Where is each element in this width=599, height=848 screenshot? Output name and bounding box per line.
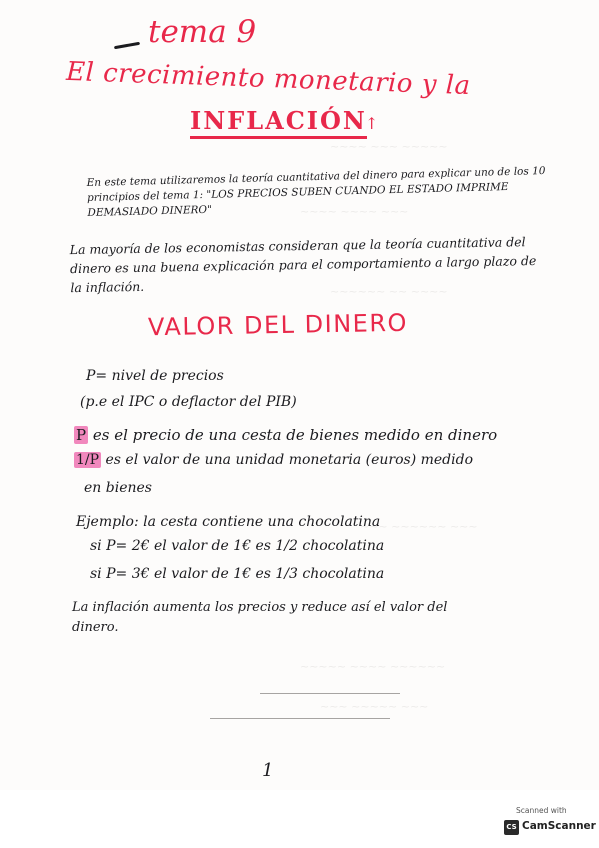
definition-p: P= nivel de precios	[86, 368, 224, 384]
bleed-through-text: ~~~~ ~~~~ ~~~	[300, 205, 409, 218]
p-meaning-text: es el precio de una cesta de bienes medido en dinero	[92, 426, 498, 444]
bleed-through-text: ~~~ ~~~~~ ~~~	[320, 700, 429, 713]
intro-paragraph-2: La mayoría de los economistas consideran que la teoría cuantitativa del dinero es una buena explicación para el comportamiento a largo plazo de la inflación.	[69, 234, 537, 296]
up-arrow-icon: ↑	[365, 114, 379, 133]
definition-example: (p.e el IPC o deflactor del PIB)	[80, 394, 297, 410]
camscanner-watermark	[504, 806, 596, 840]
faint-rule	[260, 693, 400, 694]
bleed-through-text: ~~~ ~~~~~~ ~~~	[360, 520, 478, 533]
camscanner-logo-icon: CS	[504, 820, 519, 835]
example-case-3: si P= 3€ el valor de 1€ es 1/3 chocolatina	[90, 566, 385, 582]
bleed-through-text: ~~~~ ~~~ ~~~~~	[330, 140, 448, 153]
watermark-brand: CamScanner	[522, 820, 596, 832]
example-case-2: si P= 2€ el valor de 1€ es 1/2 chocolatina	[90, 538, 385, 554]
inverse-meaning-text: es el valor de una unidad monetaria (euros) medido	[105, 452, 474, 468]
bleed-through-text: ~~~~~~ ~~ ~~~~	[330, 285, 448, 298]
highlight-marker: P	[76, 426, 87, 444]
chapter-number: tema 9	[148, 14, 257, 50]
title-dash	[114, 42, 140, 49]
bleed-through-text: ~~~~~ ~~~~ ~~~~~~	[300, 660, 446, 673]
highlight-marker: 1/P	[76, 452, 100, 468]
inverse-meaning-continuation: en bienes	[84, 480, 152, 496]
chapter-title: El crecimiento monetario y la	[65, 56, 472, 102]
conclusion-line-2: dinero.	[72, 620, 119, 635]
watermark-caption: Scanned with	[516, 806, 567, 815]
inverse-meaning-line	[74, 452, 473, 468]
intro-paragraph: En este tema utilizaremos la teoría cuantitativa del dinero para explicar uno de los 10 principios del tema 1: "LOS PRECIOS SUBEN CUANDO EL ESTADO IMPRIME DEMASIADO DINERO"	[86, 165, 546, 220]
example-line: Ejemplo: la cesta contiene una chocolatina	[76, 514, 381, 530]
chapter-title-emphasis: INFLACIÓN	[190, 106, 367, 139]
faint-rule	[210, 718, 390, 719]
section-heading: VALOR DEL DINERO	[147, 308, 409, 342]
page-number: 1	[262, 760, 274, 781]
conclusion-line: La inflación aumenta los precios y reduce así el valor del	[72, 600, 448, 615]
p-meaning-line	[74, 426, 497, 444]
